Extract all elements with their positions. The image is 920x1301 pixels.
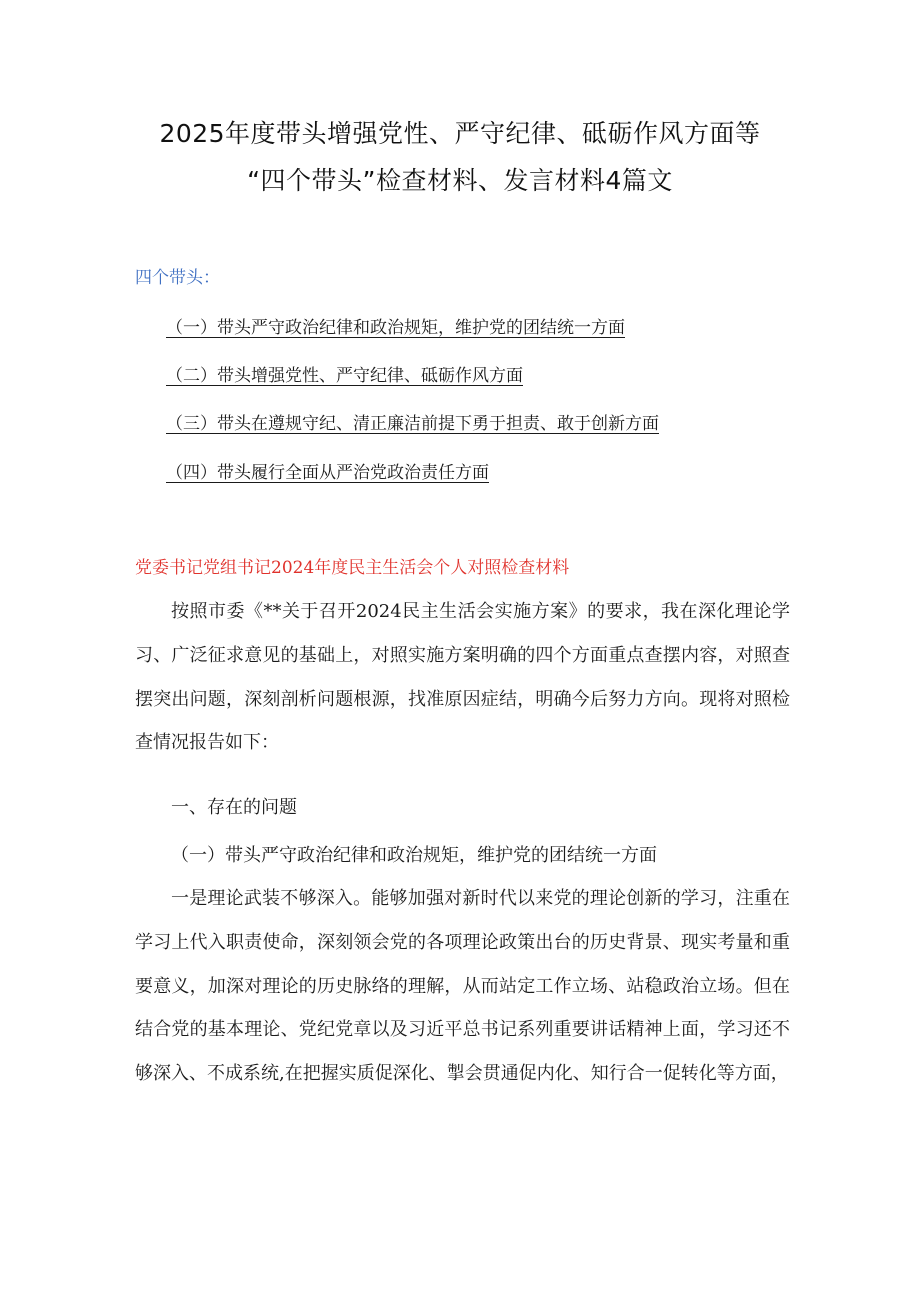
section-title: 党委书记党组书记2024年度民主生活会个人对照检查材料: [135, 558, 570, 578]
intro-paragraph: 按照市委《**关于召开2024民主生活会实施方案》的要求，我在深化理论学习、广泛征求意见的基础上，对照实施方案明确的四个方面重点查摆内容，对照查摆突出问题，深刻剖析问题根源，找准原因症结，明确今后努力方向。现将对照检查情况报告如下：: [135, 601, 790, 754]
document-title-line-1: 2025年度带头增强党性、严守纪律、砥砺作风方面等: [159, 119, 761, 148]
toc-heading: 四个带头：: [135, 268, 220, 288]
subheading-political-discipline: （一）带头严守政治纪律和政治规矩，维护党的团结统一方面: [171, 845, 657, 866]
toc-link-4[interactable]: （四）带头履行全面从严治党政治责任方面: [166, 463, 489, 483]
document-title-line-2: “四个带头”检查材料、发言材料4篇文: [247, 166, 673, 195]
toc-link-1[interactable]: （一）带头严守政治纪律和政治规矩，维护党的团结统一方面: [166, 318, 625, 338]
body-paragraph: 一是理论武装不够深入。能够加强对新时代以来党的理论创新的学习，注重在学习上代入职责使命，深刻领会党的各项理论政策出台的历史背景、现实考量和重要意义，加深对理论的历史脉络的理解，从而站定工作立场、站稳政治立场。但在结合党的基本理论、党纪党章以及习近平总书记系列重要讲话精神上面，学习还不够深入、不成系统,在把握实质促深化、掣会贯通促内化、知行合一促转化等方面，: [135, 888, 790, 1085]
toc-link-3[interactable]: （三）带头在遵规守纪、清正廉洁前提下勇于担责、敢于创新方面: [166, 414, 659, 434]
toc-link-2[interactable]: （二）带头增强党性、严守纪律、砥砺作风方面: [166, 366, 523, 386]
heading-existing-problems: 一、存在的问题: [171, 797, 297, 818]
